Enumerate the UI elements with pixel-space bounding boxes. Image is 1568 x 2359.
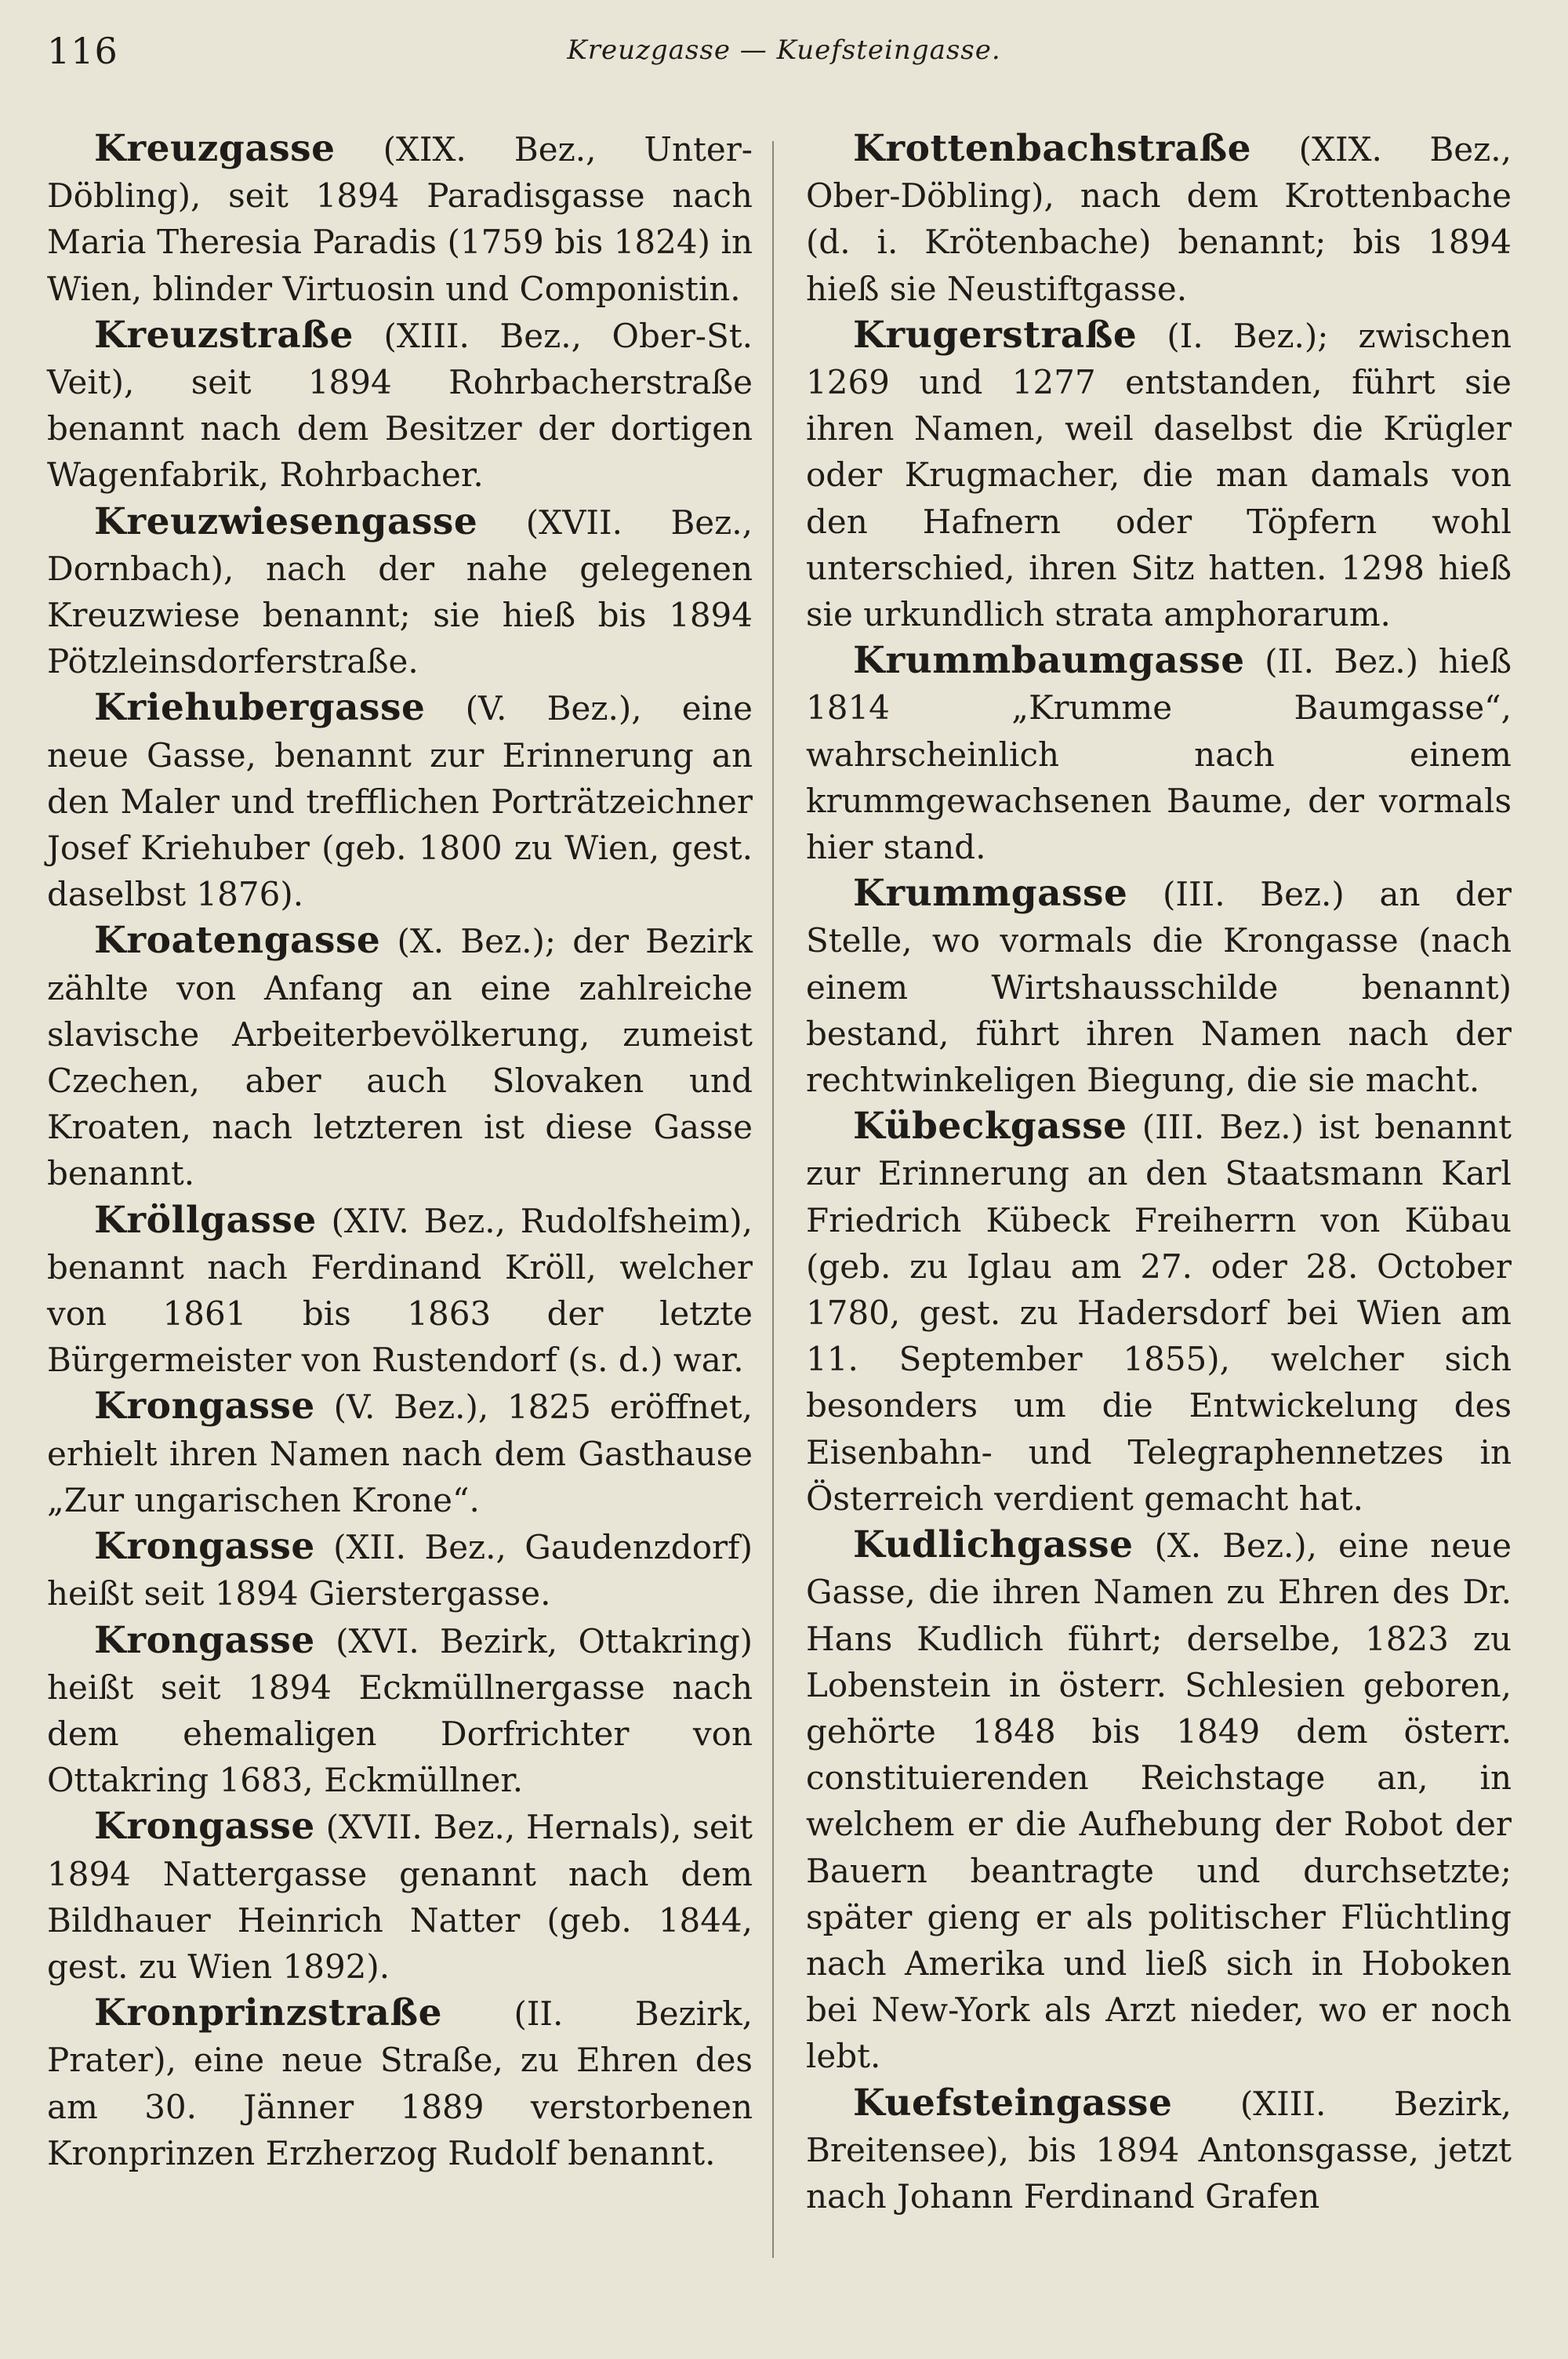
entry-text: (V. Bez.), 1825 eröffnet, erhielt ihren Namen nach dem Gasthause „Zur ungarischen Krone“. (47, 1388, 753, 1519)
page-header (47, 30, 1521, 93)
entry-headword: Krummbaumgasse (853, 639, 1245, 683)
entry-text: (X. Bez.); der Bezirk zählte von Anfang an eine zahlreiche slavische Arbeiterbevölkerung, zumeist Czechen, aber auch Slovaken und Kroaten, nach letzteren ist diese Gasse benannt. (47, 922, 753, 1193)
entry-text: (XVII. Bez., Hernals), seit 1894 Nattergasse genannt nach dem Bildhauer Heinrich Natter (geb. 1844, gest. zu Wien 1892). (47, 1808, 753, 1986)
entry-headword: Kudlichgasse (853, 1523, 1134, 1567)
entry-text: (XVI. Bezirk, Ottakring) heißt seit 1894 Eckmüllnergasse nach dem ehemaligen Dorfrichter von Ottakring 1683, Eckmüllner. (47, 1621, 753, 1800)
entry-headword: Krummgasse (853, 872, 1128, 916)
entry-headword: Kreuzwiesengasse (94, 499, 478, 543)
dictionary-entry (47, 1803, 753, 1990)
entry-text: (XIV. Bez., Rudolfsheim), benannt nach Ferdinand Kröll, welcher von 1861 bis 1863 der letzte Bürgermeister von Rustendorf (s. d.) war. (47, 1201, 753, 1380)
running-head: Kreuzgasse — Kuefsteingasse. (567, 34, 1001, 66)
entry-headword: Kuefsteingasse (853, 2081, 1173, 2125)
entry-headword: Krongasse (94, 1805, 315, 1849)
dictionary-entry (806, 1103, 1512, 1522)
entry-headword: Krongasse (94, 1525, 315, 1569)
entry-text: (X. Bez.), eine neue Gasse, die ihren Namen zu Ehren des Dr. Hans Kudlich führt; derselbe, 1823 zu Lobenstein in österr. Schlesien geboren, gehörte 1848 bis 1849 dem österr. constituierenden Reichstage an, in welchem er die Aufhebung der Robot der Bauern beantragte und durchsetzte; später gieng er als politischer Flüchtling nach Amerika und ließ sich in Hoboken bei New-York als Arzt nieder, wo er noch lebt. (806, 1526, 1512, 2076)
dictionary-entry (806, 125, 1512, 312)
dictionary-entry (806, 2080, 1512, 2220)
entry-text: (I. Bez.); zwischen 1269 und 1277 entstanden, führt sie ihren Namen, weil daselbst die Krügler oder Krugmacher, die man damals von den Hafnern oder Töpfern wohl unterschied, ihren Sitz hatten. 1298 hieß sie urkundlich strata amphorarum. (806, 316, 1512, 634)
entry-text: (XIX. Bez., Ober-Döbling), nach dem Krottenbache (d. i. Krötenbache) benannt; bis 1894 hieß sie Neustiftgasse. (806, 130, 1512, 308)
entry-headword: Krottenbachstraße (853, 127, 1252, 170)
dictionary-entry (47, 312, 753, 499)
entry-headword: Kreuzgasse (94, 127, 336, 170)
entry-text: (XIX. Bez., Unter-Döbling), seit 1894 Paradisgasse nach Maria Theresia Paradis (1759 bis 1824) in Wien, blinder Virtuosin und Componistin. (47, 130, 753, 308)
entry-headword: Kröllgasse (94, 1198, 317, 1242)
dictionary-entry (47, 917, 753, 1196)
dictionary-entry (47, 1383, 753, 1523)
page-number: 116 (47, 30, 118, 72)
entry-headword: Kriehubergasse (94, 686, 426, 730)
entry-text: (III. Bez.) ist benannt zur Erinnerung an den Staatsmann Karl Friedrich Kübeck Freiherrn von Kübau (geb. zu Iglau am 27. oder 28. October 1780, gest. zu Hadersdorf bei Wien am 11. September 1855), welcher sich besonders um die Entwickelung des Eisenbahn- und Telegraphennetzes in Österreich verdient gemacht hat. (806, 1108, 1512, 1518)
entry-text: (V. Bez.), eine neue Gasse, benannt zur Erinnerung an den Maler und trefflichen Porträtzeichner Josef Kriehuber (geb. 1800 zu Wien, gest. daselbst 1876). (47, 689, 753, 914)
entry-headword: Kroatengasse (94, 919, 381, 963)
dictionary-entry (47, 1197, 753, 1384)
entry-headword: Kreuzstraße (94, 313, 354, 357)
dictionary-entry (47, 684, 753, 917)
dictionary-entry (806, 1522, 1512, 2079)
entry-headword: Krugerstraße (853, 313, 1138, 357)
column-divider (772, 141, 774, 2258)
entry-text: (XVII. Bez., Dornbach), nach der nahe gelegenen Kreuzwiese benannt; sie hieß bis 1894 Pötzleinsdorferstraße. (47, 503, 753, 681)
dictionary-entry (47, 1523, 753, 1617)
entry-headword: Krongasse (94, 1385, 315, 1428)
dictionary-entry (47, 499, 753, 685)
entry-text: (XIII. Bezirk, Breitensee), bis 1894 Antonsgasse, jetzt nach Johann Ferdinand Grafen (806, 2084, 1512, 2216)
dictionary-entry (47, 1617, 753, 1804)
right-column (806, 125, 1512, 2219)
dictionary-entry (806, 637, 1512, 870)
dictionary-entry (47, 1990, 753, 2176)
dictionary-entry (47, 125, 753, 312)
dictionary-entry (806, 312, 1512, 637)
entry-headword: Krongasse (94, 1618, 315, 1662)
entry-headword: Kronprinzstraße (94, 1991, 442, 2035)
entry-text: (XIII. Bez., Ober-St. Veit), seit 1894 Rohrbacherstraße benannt nach dem Besitzer der dortigen Wagenfabrik, Rohrbacher. (47, 316, 753, 495)
entry-text: (III. Bez.) an der Stelle, wo vormals die Krongasse (nach einem Wirtshausschilde benannt) bestand, führt ihren Namen nach der rechtwinkeligen Biegung, die sie macht. (806, 875, 1512, 1100)
entry-text: (II. Bez.) hieß 1814 „Krumme Baumgasse“, wahrscheinlich nach einem krummgewachsenen Baume, der vormals hier stand. (806, 642, 1512, 867)
entry-headword: Kübeckgasse (853, 1105, 1127, 1149)
left-column (47, 125, 753, 2176)
entry-text: (II. Bezirk, Prater), eine neue Straße, zu Ehren des am 30. Jänner 1889 verstorbenen Kronprinzen Erzherzog Rudolf benannt. (47, 1994, 753, 2172)
dictionary-entry (806, 870, 1512, 1103)
entry-text: (XII. Bez., Gaudenzdorf) heißt seit 1894 Gierstergasse. (47, 1528, 753, 1613)
